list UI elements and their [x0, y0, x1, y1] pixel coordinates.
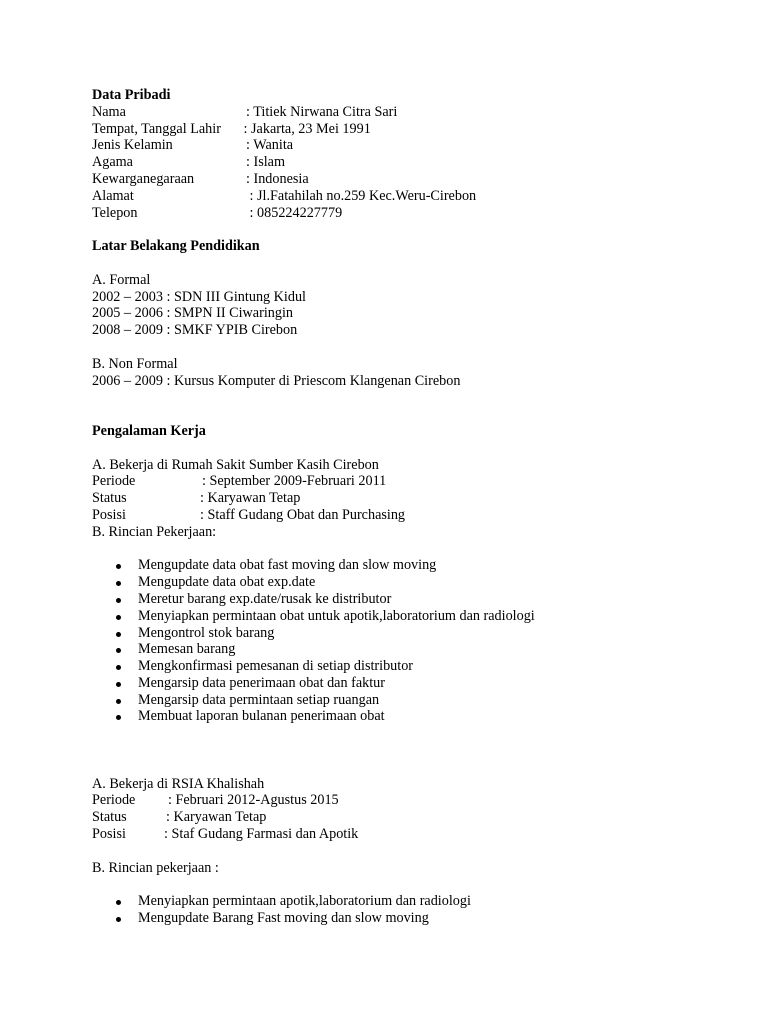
- job2-rincian-title: B. Rincian pekerjaan :: [92, 859, 219, 876]
- row-value: : 085224227779: [246, 204, 343, 221]
- row-label: Nama: [92, 103, 126, 120]
- list-item: Memesan barang: [92, 641, 732, 658]
- posisi-value: : Staf Gudang Farmasi dan Apotik: [164, 826, 359, 843]
- status-label: Status: [92, 809, 127, 826]
- personal-data-list: [92, 104, 732, 222]
- posisi-label: Posisi: [92, 826, 126, 843]
- personal-row: [92, 104, 732, 121]
- row-label: Alamat: [92, 187, 134, 204]
- row-label: Kewarganegaraan: [92, 170, 195, 187]
- list-item: Mengupdate data obat exp.date: [92, 574, 732, 591]
- job2-periode: [92, 792, 732, 809]
- job1-title: A. Bekerja di Rumah Sakit Sumber Kasih Cirebon: [92, 456, 379, 473]
- personal-heading: Data Pribadi: [92, 87, 171, 103]
- job1-status: [92, 490, 732, 507]
- work-heading: Pengalaman Kerja: [92, 422, 206, 439]
- status-label: Status: [92, 490, 127, 507]
- list-item: Mengarsip data permintaan setiap ruangan: [92, 692, 732, 709]
- row-value: : Islam: [246, 154, 286, 171]
- job1-rincian-title: B. Rincian Pekerjaan:: [92, 523, 217, 540]
- row-label: Tempat, Tanggal Lahir: [92, 120, 221, 137]
- personal-row: [92, 121, 732, 138]
- list-item: Meretur barang exp.date/rusak ke distributor: [92, 591, 732, 608]
- job2-status: [92, 809, 732, 826]
- education-item: 2002 – 2003 : SDN III Gintung Kidul: [92, 288, 306, 305]
- list-item: Membuat laporan bulanan penerimaan obat: [92, 708, 732, 725]
- periode-value: : Februari 2012-Agustus 2015: [168, 792, 339, 809]
- job1-task-list: [92, 557, 732, 725]
- bullet-icon: [116, 682, 121, 687]
- job2-task-list: [92, 893, 732, 927]
- education-item: 2005 – 2006 : SMPN II Ciwaringin: [92, 305, 293, 322]
- periode-value: : September 2009-Februari 2011: [202, 473, 387, 490]
- row-value: : Titiek Nirwana Citra Sari: [246, 103, 398, 120]
- personal-row: [92, 205, 732, 222]
- list-item: Mengontrol stok barang: [92, 625, 732, 642]
- posisi-value: : Staff Gudang Obat dan Purchasing: [200, 506, 406, 523]
- row-label: Agama: [92, 154, 133, 171]
- bullet-icon: [116, 648, 121, 653]
- bullet-icon: [116, 632, 121, 637]
- bullet-icon: [116, 699, 121, 704]
- periode-label: Periode: [92, 473, 136, 490]
- row-value: : Wanita: [246, 137, 294, 154]
- list-item: Menyiapkan permintaan obat untuk apotik,laboratorium dan radiologi: [92, 608, 732, 625]
- status-value: : Karyawan Tetap: [166, 809, 267, 826]
- bullet-icon: [116, 665, 121, 670]
- cv-page: [92, 87, 732, 927]
- row-value: : Jl.Fatahilah no.259 Kec.Weru-Cirebon: [246, 187, 477, 204]
- job1-posisi: [92, 507, 732, 524]
- bullet-icon: [116, 564, 121, 569]
- personal-row: [92, 154, 732, 171]
- row-value: : Indonesia: [246, 170, 309, 187]
- status-value: : Karyawan Tetap: [200, 490, 301, 507]
- bullet-icon: [116, 581, 121, 586]
- row-label: Jenis Kelamin: [92, 137, 173, 154]
- list-item: Menyiapkan permintaan apotik,laboratorium dan radiologi: [92, 893, 732, 910]
- education-item: 2006 – 2009 : Kursus Komputer di Priescom Klangenan Cirebon: [92, 372, 461, 389]
- row-label: Telepon: [92, 204, 138, 221]
- bullet-icon: [116, 715, 121, 720]
- bullet-icon: [116, 615, 121, 620]
- row-value: : Jakarta, 23 Mei 1991: [240, 120, 371, 137]
- personal-row: [92, 171, 732, 188]
- posisi-label: Posisi: [92, 506, 126, 523]
- list-item: Mengkonfirmasi pemesanan di setiap distributor: [92, 658, 732, 675]
- personal-row: [92, 188, 732, 205]
- list-item: Mengupdate data obat fast moving dan slow moving: [92, 557, 732, 574]
- bullet-icon: [116, 598, 121, 603]
- job2-posisi: [92, 826, 732, 843]
- bullet-icon: [116, 917, 121, 922]
- job2-title: A. Bekerja di RSIA Khalishah: [92, 775, 265, 792]
- formal-title: A. Formal: [92, 271, 151, 288]
- job1-periode: [92, 473, 732, 490]
- personal-row: [92, 137, 732, 154]
- bullet-icon: [116, 900, 121, 905]
- periode-label: Periode: [92, 792, 136, 809]
- list-item: Mengupdate Barang Fast moving dan slow moving: [92, 910, 732, 927]
- education-item: 2008 – 2009 : SMKF YPIB Cirebon: [92, 322, 298, 339]
- education-heading: Latar Belakang Pendidikan: [92, 238, 260, 255]
- list-item: Mengarsip data penerimaan obat dan faktur: [92, 675, 732, 692]
- nonformal-title: B. Non Formal: [92, 355, 178, 372]
